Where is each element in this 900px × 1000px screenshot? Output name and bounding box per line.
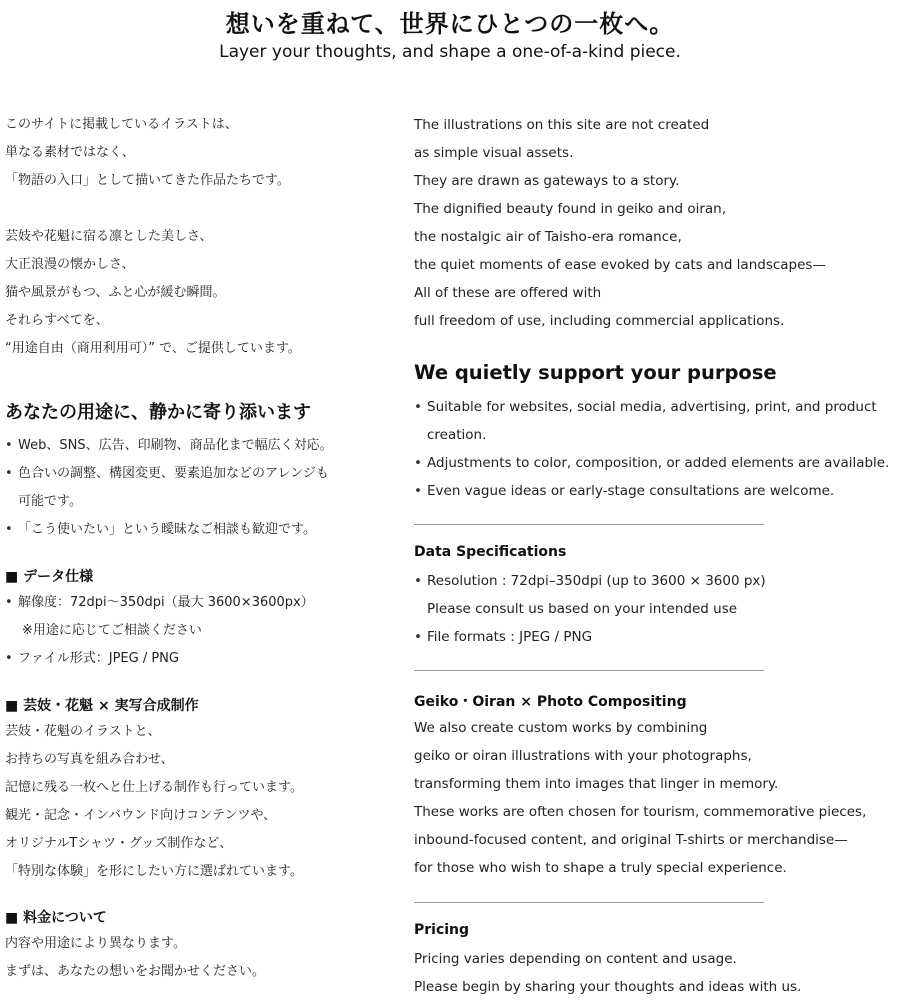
geiko-line: inbound-focused content, and original T-shirts or merchandise— (414, 832, 848, 848)
support-bullet-text: 色合いの調整、構図変更、要素追加などのアレンジも (18, 466, 329, 481)
intro-line: “用途自由（商用利用可）” で、ご提供しています。 (5, 341, 301, 356)
data-bullet (5, 594, 314, 612)
geiko-line: 観光・記念・インバウンド向けコンテンツや、 (5, 808, 277, 823)
geiko-line: オリジナルTシャツ・グッズ制作など、 (5, 836, 233, 851)
bullet-dot: • (414, 455, 422, 471)
support-bullet-text: Adjustments to color, composition, or added elements are available. (427, 455, 890, 471)
pricing-heading: Pricing (414, 922, 470, 938)
geiko-line: transforming them into images that linger in memory. (414, 776, 779, 792)
bullet-dot: • (5, 438, 13, 453)
intro-line: the nostalgic air of Taisho-era romance, (414, 229, 682, 245)
intro-line: The illustrations on this site are not created (414, 117, 710, 133)
geiko-line: お持ちの写真を組み合わせ、 (5, 752, 174, 767)
data-bullet (414, 572, 766, 590)
support-bullet-cont: 可能です。 (18, 494, 82, 509)
section-divider (414, 670, 764, 671)
data-bullet-text: File formats : JPEG / PNG (427, 629, 593, 645)
support-heading: We quietly support your purpose (414, 361, 777, 384)
support-bullet (414, 398, 877, 416)
intro-line: 「物語の入口」として描いてきた作品たちです。 (5, 173, 290, 188)
support-bullet-text: Even vague ideas or early-stage consultations are welcome. (427, 483, 835, 499)
intro-line: They are drawn as gateways to a story. (414, 173, 680, 189)
geiko-line: for those who wish to shape a truly special experience. (414, 860, 787, 876)
support-bullet-text: 「こう使いたい」という曖昧なご相談も歓迎です。 (18, 522, 316, 537)
geiko-heading: ■ 芸妓・花魁 × 実写合成制作 (5, 698, 199, 714)
bullet-dot: • (5, 651, 13, 666)
section-divider (414, 524, 764, 525)
geiko-heading: Geiko・Oiran × Photo Compositing (414, 694, 687, 710)
data-spec-heading: ■ データ仕様 (5, 569, 94, 585)
intro-line: The dignified beauty found in geiko and oiran, (414, 201, 727, 217)
intro-line: 芸妓や花魁に宿る凛とした美しさ、 (5, 229, 213, 244)
data-bullet (5, 650, 179, 668)
data-bullet-text: ファイル形式：JPEG / PNG (18, 651, 179, 666)
data-spec-heading: Data Specifications (414, 544, 567, 560)
data-bullet-note: ※用途に応じてご相談ください (22, 623, 202, 638)
geiko-line: 記憶に残る一枚へと仕上げる制作も行っています。 (5, 780, 303, 795)
support-heading: あなたの用途に、静かに寄り添います (5, 402, 311, 423)
pricing-line: 内容や用途により異なります。 (5, 936, 186, 951)
data-bullet-note: Please consult us based on your intended use (427, 601, 738, 617)
support-bullet-cont: creation. (427, 427, 487, 443)
intro-line: as simple visual assets. (414, 145, 574, 161)
bullet-dot: • (5, 595, 13, 610)
support-bullet-text: Suitable for websites, social media, advertising, print, and product (427, 399, 877, 415)
page-title-en: Layer your thoughts, and shape a one-of-a-kind piece. (219, 42, 681, 62)
intro-line: 大正浪漫の懐かしさ、 (5, 257, 135, 272)
support-bullet (5, 437, 333, 455)
bullet-dot: • (5, 522, 13, 537)
geiko-line: 芸妓・花魁のイラストと、 (5, 724, 161, 739)
bullet-dot: • (5, 466, 13, 481)
pricing-heading: ■ 料金について (5, 910, 107, 926)
intro-line: the quiet moments of ease evoked by cats and landscapes— (414, 257, 826, 273)
data-bullet-text: 解像度：72dpi～350dpi（最大 3600×3600px） (18, 595, 314, 610)
intro-line: このサイトに掲載しているイラストは、 (5, 117, 238, 132)
support-bullet (414, 482, 834, 500)
bullet-dot: • (414, 629, 422, 645)
intro-line: 猫や風景がもつ、ふと心が緩む瞬間。 (5, 285, 226, 300)
intro-line: 単なる素材ではなく、 (5, 145, 135, 160)
data-bullet-text: Resolution : 72dpi–350dpi (up to 3600 × 3600 px) (427, 573, 766, 589)
geiko-line: These works are often chosen for tourism, commemorative pieces, (414, 804, 867, 820)
support-bullet (5, 521, 316, 539)
geiko-line: We also create custom works by combining (414, 720, 708, 736)
pricing-line: まずは、あなたの想いをお聞かせください。 (5, 964, 266, 979)
bullet-dot: • (414, 483, 422, 499)
support-bullet (414, 454, 889, 472)
intro-line: All of these are offered with (414, 285, 602, 301)
support-bullet (5, 465, 329, 483)
bullet-dot: • (414, 573, 422, 589)
geiko-line: 「特別な体験」を形にしたい方に選ばれています。 (5, 864, 303, 879)
data-bullet (414, 628, 592, 646)
section-divider (414, 902, 764, 903)
page-title-jp: 想いを重ねて、世界にひとつの一枚へ。 (225, 10, 675, 38)
intro-line: それらすべてを、 (5, 313, 109, 328)
support-bullet-text: Web、SNS、広告、印刷物、商品化まで幅広く対応。 (18, 438, 333, 453)
geiko-line: geiko or oiran illustrations with your photographs, (414, 748, 752, 764)
intro-line: full freedom of use, including commercial applications. (414, 313, 785, 329)
pricing-line: Pricing varies depending on content and usage. (414, 951, 737, 967)
bullet-dot: • (414, 399, 422, 415)
pricing-line: Please begin by sharing your thoughts and ideas with us. (414, 979, 802, 995)
